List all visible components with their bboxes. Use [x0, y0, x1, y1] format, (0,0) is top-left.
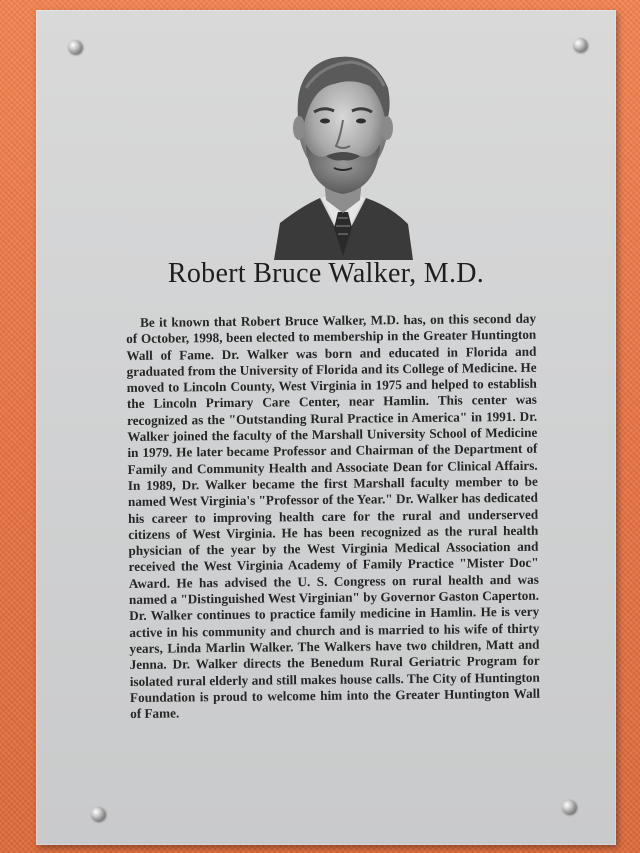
wall-of-fame-plaque — [36, 10, 616, 845]
screw-icon — [91, 807, 105, 821]
screw-icon — [562, 800, 576, 814]
citation-text: Be it known that Robert Bruce Walker, M.D. has, on this second day of October, 1998, been elected to membership in the Greater Huntington Wall of Fame. Dr. Walker was born and educated in Florida and graduated from the University of Florida and its College of Medicine. He moved to Lincoln County, West Virginia in 1975 and helped to establish the Lincoln Primary Care Center, near Hamlin. This center was recognized as the "Outstanding Rural Practice in America" in 1991. Dr. Walker joined the faculty of the Marshall University School of Medicine in 1979. He later became Professor and Chairman of the Department of Family and Community Health and Associate Dean for Clinical Affairs. In 1989, Dr. Walker became the first Marshall faculty member to be named West Virginia's "Professor of the Year." Dr. Walker has dedicated his career to improving health care for the rural and underserved citizens of West Virginia. He has been recognized as the rural health physician of the year by the West Virginia Medical Association and received the West Virginia Academy of Family Practice "Mister Doc" Award. He has advised the U. S. Congress on rural health and was named a "Distinguished West Virginian" by Governor Gaston Caperton. Dr. Walker continues to practice family medicine in Hamlin. He is very active in his community and church and is married to his wife of thirty years, Linda Marlin Walker. The Walkers have two children, Matt and Jenna. Dr. Walker directs the Benedum Rural Geriatric Program for isolated rural elderly and still makes house calls. The City of Huntington Foundation is proud to welcome him into the Greater Huntington Wall of Fame. — [126, 310, 541, 722]
screw-icon — [68, 40, 82, 54]
screw-icon — [573, 38, 587, 52]
portrait-photo — [272, 28, 414, 260]
honoree-name: Robert Bruce Walker, M.D. — [167, 258, 485, 289]
